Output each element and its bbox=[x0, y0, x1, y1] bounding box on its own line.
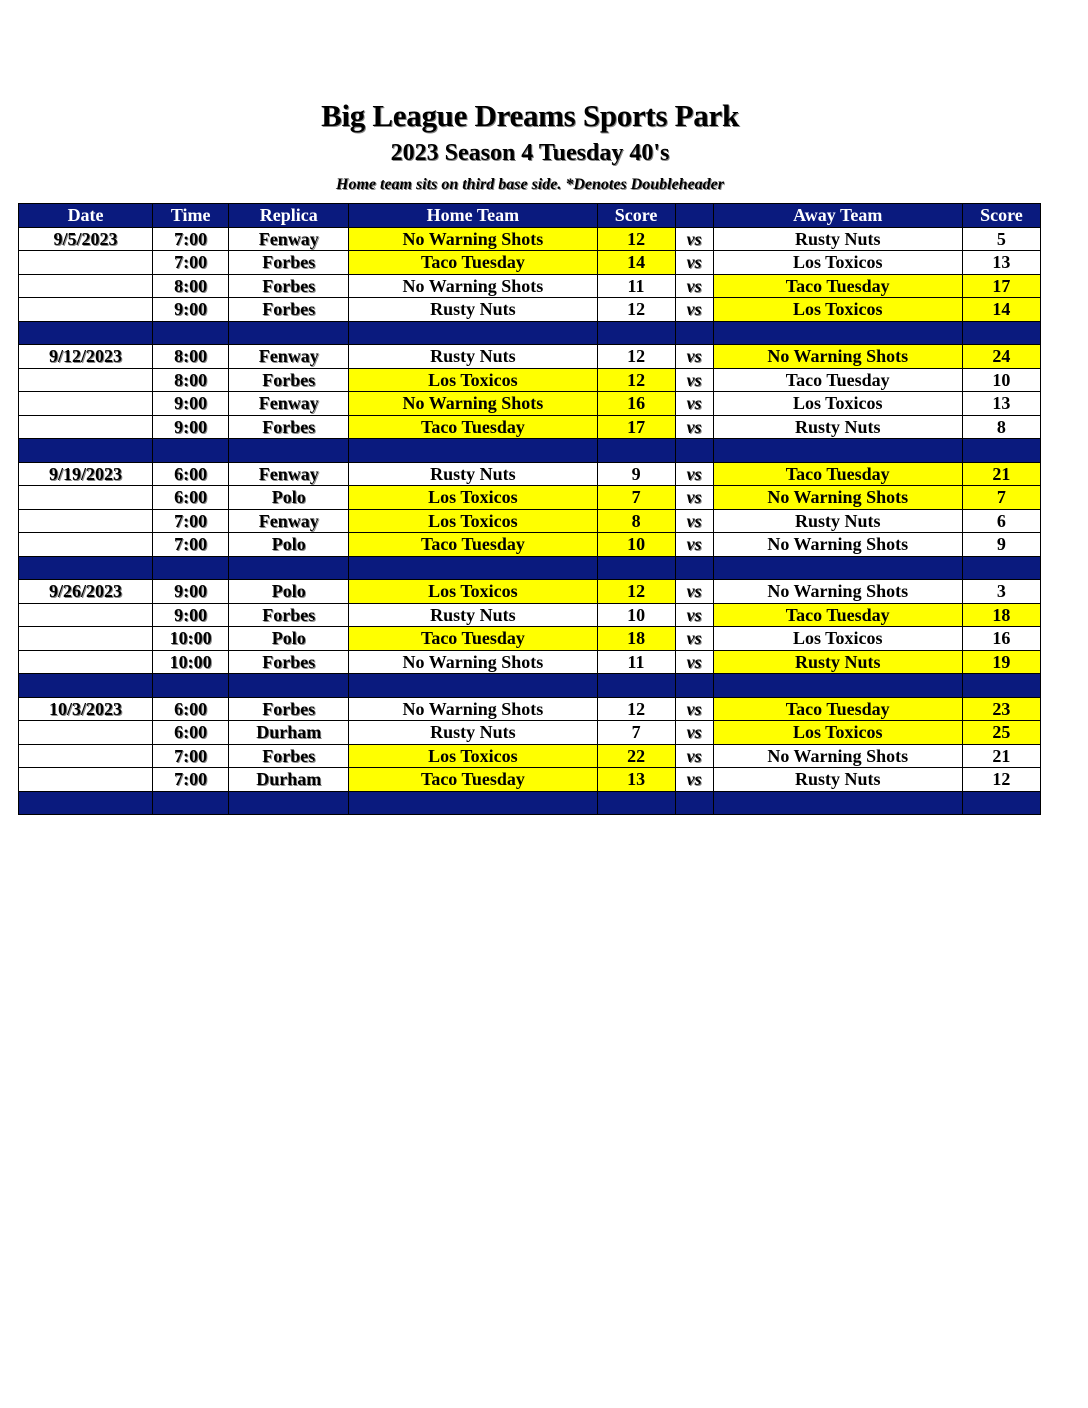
away-score: 6 bbox=[962, 509, 1040, 533]
separator-cell bbox=[962, 439, 1040, 463]
home-score: 7 bbox=[597, 721, 675, 745]
vs-label: vs bbox=[675, 298, 713, 322]
separator-cell bbox=[597, 674, 675, 698]
game-date-empty bbox=[19, 721, 153, 745]
week-separator-row bbox=[19, 791, 1041, 815]
game-row bbox=[19, 650, 1041, 674]
away-score: 17 bbox=[962, 274, 1040, 298]
game-time: 9:00 bbox=[153, 298, 229, 322]
home-score: 10 bbox=[597, 533, 675, 557]
game-row bbox=[19, 580, 1041, 604]
away-score: 14 bbox=[962, 298, 1040, 322]
game-row bbox=[19, 509, 1041, 533]
game-time: 6:00 bbox=[153, 486, 229, 510]
away-team: Taco Tuesday bbox=[713, 603, 962, 627]
game-replica: Forbes bbox=[229, 650, 349, 674]
separator-cell bbox=[19, 556, 153, 580]
game-date-empty bbox=[19, 603, 153, 627]
home-team: Los Toxicos bbox=[349, 486, 597, 510]
vs-label: vs bbox=[675, 486, 713, 510]
home-team: Rusty Nuts bbox=[349, 345, 597, 369]
away-team: No Warning Shots bbox=[713, 345, 962, 369]
game-row bbox=[19, 415, 1041, 439]
separator-cell bbox=[713, 556, 962, 580]
separator-cell bbox=[349, 674, 597, 698]
schedule-body bbox=[19, 227, 1041, 815]
game-replica: Durham bbox=[229, 721, 349, 745]
game-date: 9/26/2023 bbox=[19, 580, 153, 604]
away-score: 10 bbox=[962, 368, 1040, 392]
column-header-away-score: Score bbox=[962, 204, 1040, 228]
separator-cell bbox=[675, 791, 713, 815]
away-team: Los Toxicos bbox=[713, 627, 962, 651]
game-replica: Forbes bbox=[229, 251, 349, 275]
game-time: 6:00 bbox=[153, 462, 229, 486]
separator-cell bbox=[962, 674, 1040, 698]
separator-cell bbox=[229, 556, 349, 580]
game-time: 9:00 bbox=[153, 603, 229, 627]
game-replica: Forbes bbox=[229, 368, 349, 392]
game-time: 10:00 bbox=[153, 627, 229, 651]
home-score: 9 bbox=[597, 462, 675, 486]
game-row bbox=[19, 721, 1041, 745]
home-score: 11 bbox=[597, 650, 675, 674]
game-date: 9/12/2023 bbox=[19, 345, 153, 369]
game-replica: Forbes bbox=[229, 415, 349, 439]
home-team: Rusty Nuts bbox=[349, 603, 597, 627]
away-team: Rusty Nuts bbox=[713, 768, 962, 792]
schedule-table bbox=[18, 203, 1041, 815]
game-time: 7:00 bbox=[153, 768, 229, 792]
separator-cell bbox=[349, 791, 597, 815]
away-score: 12 bbox=[962, 768, 1040, 792]
game-date-empty bbox=[19, 415, 153, 439]
vs-label: vs bbox=[675, 744, 713, 768]
game-date: 10/3/2023 bbox=[19, 697, 153, 721]
game-replica: Polo bbox=[229, 580, 349, 604]
away-score: 13 bbox=[962, 251, 1040, 275]
home-score: 18 bbox=[597, 627, 675, 651]
page-subtitle: 2023 Season 4 Tuesday 40's bbox=[390, 140, 670, 166]
away-score: 3 bbox=[962, 580, 1040, 604]
separator-cell bbox=[349, 439, 597, 463]
game-date-empty bbox=[19, 533, 153, 557]
home-score: 8 bbox=[597, 509, 675, 533]
home-team: Rusty Nuts bbox=[349, 721, 597, 745]
vs-label: vs bbox=[675, 345, 713, 369]
separator-cell bbox=[597, 321, 675, 345]
away-score: 9 bbox=[962, 533, 1040, 557]
home-score: 13 bbox=[597, 768, 675, 792]
separator-cell bbox=[713, 674, 962, 698]
away-team: No Warning Shots bbox=[713, 486, 962, 510]
vs-label: vs bbox=[675, 603, 713, 627]
game-row bbox=[19, 227, 1041, 251]
home-team: No Warning Shots bbox=[349, 227, 597, 251]
game-row bbox=[19, 697, 1041, 721]
game-row bbox=[19, 462, 1041, 486]
away-team: Los Toxicos bbox=[713, 392, 962, 416]
away-score: 16 bbox=[962, 627, 1040, 651]
home-score: 11 bbox=[597, 274, 675, 298]
game-row bbox=[19, 768, 1041, 792]
game-date-empty bbox=[19, 274, 153, 298]
away-team: Los Toxicos bbox=[713, 251, 962, 275]
game-time: 6:00 bbox=[153, 697, 229, 721]
away-team: No Warning Shots bbox=[713, 744, 962, 768]
away-score: 23 bbox=[962, 697, 1040, 721]
home-team: No Warning Shots bbox=[349, 697, 597, 721]
vs-label: vs bbox=[675, 721, 713, 745]
away-team: Los Toxicos bbox=[713, 298, 962, 322]
game-replica: Forbes bbox=[229, 298, 349, 322]
week-separator-row bbox=[19, 439, 1041, 463]
separator-cell bbox=[713, 439, 962, 463]
away-team: Taco Tuesday bbox=[713, 274, 962, 298]
column-header-home-score: Score bbox=[597, 204, 675, 228]
game-time: 7:00 bbox=[153, 251, 229, 275]
away-team: Rusty Nuts bbox=[713, 509, 962, 533]
separator-cell bbox=[229, 439, 349, 463]
separator-cell bbox=[675, 556, 713, 580]
week-separator-row bbox=[19, 321, 1041, 345]
game-date-empty bbox=[19, 251, 153, 275]
vs-label: vs bbox=[675, 580, 713, 604]
game-time: 7:00 bbox=[153, 533, 229, 557]
game-row bbox=[19, 345, 1041, 369]
away-team: Taco Tuesday bbox=[713, 462, 962, 486]
separator-cell bbox=[153, 674, 229, 698]
game-row bbox=[19, 603, 1041, 627]
game-time: 8:00 bbox=[153, 345, 229, 369]
game-replica: Polo bbox=[229, 627, 349, 651]
home-team: No Warning Shots bbox=[349, 392, 597, 416]
game-date-empty bbox=[19, 392, 153, 416]
vs-label: vs bbox=[675, 274, 713, 298]
home-team: Taco Tuesday bbox=[349, 251, 597, 275]
home-team: Los Toxicos bbox=[349, 509, 597, 533]
away-score: 18 bbox=[962, 603, 1040, 627]
game-date: 9/5/2023 bbox=[19, 227, 153, 251]
away-score: 21 bbox=[962, 462, 1040, 486]
game-time: 9:00 bbox=[153, 580, 229, 604]
separator-cell bbox=[153, 556, 229, 580]
vs-label: vs bbox=[675, 368, 713, 392]
game-time: 7:00 bbox=[153, 744, 229, 768]
column-header-time: Time bbox=[153, 204, 229, 228]
vs-label: vs bbox=[675, 251, 713, 275]
home-score: 14 bbox=[597, 251, 675, 275]
away-team: Rusty Nuts bbox=[713, 415, 962, 439]
game-time: 8:00 bbox=[153, 368, 229, 392]
home-team: Taco Tuesday bbox=[349, 627, 597, 651]
vs-label: vs bbox=[675, 509, 713, 533]
game-row bbox=[19, 368, 1041, 392]
separator-cell bbox=[597, 439, 675, 463]
game-time: 7:00 bbox=[153, 227, 229, 251]
home-team: Rusty Nuts bbox=[349, 298, 597, 322]
away-score: 8 bbox=[962, 415, 1040, 439]
game-date-empty bbox=[19, 368, 153, 392]
column-header-away-team: Away Team bbox=[713, 204, 962, 228]
game-replica: Durham bbox=[229, 768, 349, 792]
vs-label: vs bbox=[675, 227, 713, 251]
vs-label: vs bbox=[675, 392, 713, 416]
game-replica: Forbes bbox=[229, 274, 349, 298]
game-row bbox=[19, 486, 1041, 510]
game-row bbox=[19, 627, 1041, 651]
game-date: 9/19/2023 bbox=[19, 462, 153, 486]
away-team: Taco Tuesday bbox=[713, 368, 962, 392]
away-score: 21 bbox=[962, 744, 1040, 768]
game-replica: Fenway bbox=[229, 509, 349, 533]
away-score: 19 bbox=[962, 650, 1040, 674]
home-score: 22 bbox=[597, 744, 675, 768]
game-date-empty bbox=[19, 486, 153, 510]
home-team: Rusty Nuts bbox=[349, 462, 597, 486]
game-row bbox=[19, 744, 1041, 768]
game-row bbox=[19, 251, 1041, 275]
home-score: 12 bbox=[597, 368, 675, 392]
separator-cell bbox=[153, 439, 229, 463]
separator-cell bbox=[19, 791, 153, 815]
separator-cell bbox=[962, 321, 1040, 345]
vs-label: vs bbox=[675, 768, 713, 792]
home-team: Taco Tuesday bbox=[349, 415, 597, 439]
separator-cell bbox=[229, 321, 349, 345]
doubleheader-note: Home team sits on third base side. *Denotes Doubleheader bbox=[336, 176, 724, 193]
vs-label: vs bbox=[675, 697, 713, 721]
game-replica: Polo bbox=[229, 486, 349, 510]
game-time: 8:00 bbox=[153, 274, 229, 298]
vs-label: vs bbox=[675, 650, 713, 674]
home-team: No Warning Shots bbox=[349, 274, 597, 298]
game-row bbox=[19, 298, 1041, 322]
column-header-date: Date bbox=[19, 204, 153, 228]
week-separator-row bbox=[19, 674, 1041, 698]
away-team: Taco Tuesday bbox=[713, 697, 962, 721]
away-score: 7 bbox=[962, 486, 1040, 510]
away-score: 13 bbox=[962, 392, 1040, 416]
separator-cell bbox=[962, 791, 1040, 815]
home-team: Los Toxicos bbox=[349, 368, 597, 392]
game-time: 9:00 bbox=[153, 392, 229, 416]
week-separator-row bbox=[19, 556, 1041, 580]
home-score: 12 bbox=[597, 298, 675, 322]
column-header-replica: Replica bbox=[229, 204, 349, 228]
game-date-empty bbox=[19, 509, 153, 533]
game-replica: Forbes bbox=[229, 697, 349, 721]
home-team: No Warning Shots bbox=[349, 650, 597, 674]
game-date-empty bbox=[19, 627, 153, 651]
home-team: Los Toxicos bbox=[349, 580, 597, 604]
separator-cell bbox=[153, 791, 229, 815]
separator-cell bbox=[19, 674, 153, 698]
game-replica: Fenway bbox=[229, 227, 349, 251]
home-score: 7 bbox=[597, 486, 675, 510]
away-team: Rusty Nuts bbox=[713, 227, 962, 251]
game-date-empty bbox=[19, 650, 153, 674]
separator-cell bbox=[153, 321, 229, 345]
home-score: 10 bbox=[597, 603, 675, 627]
away-score: 24 bbox=[962, 345, 1040, 369]
game-row bbox=[19, 392, 1041, 416]
home-team: Los Toxicos bbox=[349, 744, 597, 768]
game-date-empty bbox=[19, 768, 153, 792]
game-time: 6:00 bbox=[153, 721, 229, 745]
separator-cell bbox=[713, 321, 962, 345]
home-score: 12 bbox=[597, 227, 675, 251]
column-header-home-team: Home Team bbox=[349, 204, 597, 228]
game-date-empty bbox=[19, 298, 153, 322]
game-time: 9:00 bbox=[153, 415, 229, 439]
separator-cell bbox=[597, 556, 675, 580]
away-score: 25 bbox=[962, 721, 1040, 745]
game-replica: Polo bbox=[229, 533, 349, 557]
game-replica: Fenway bbox=[229, 392, 349, 416]
game-replica: Fenway bbox=[229, 462, 349, 486]
home-score: 12 bbox=[597, 697, 675, 721]
page-title: Big League Dreams Sports Park bbox=[321, 98, 739, 133]
separator-cell bbox=[349, 556, 597, 580]
separator-cell bbox=[229, 674, 349, 698]
game-time: 10:00 bbox=[153, 650, 229, 674]
away-team: No Warning Shots bbox=[713, 533, 962, 557]
separator-cell bbox=[675, 439, 713, 463]
game-time: 7:00 bbox=[153, 509, 229, 533]
home-team: Taco Tuesday bbox=[349, 533, 597, 557]
away-team: Los Toxicos bbox=[713, 721, 962, 745]
vs-label: vs bbox=[675, 462, 713, 486]
separator-cell bbox=[229, 791, 349, 815]
home-score: 12 bbox=[597, 580, 675, 604]
separator-cell bbox=[597, 791, 675, 815]
away-score: 5 bbox=[962, 227, 1040, 251]
separator-cell bbox=[962, 556, 1040, 580]
separator-cell bbox=[349, 321, 597, 345]
separator-cell bbox=[19, 321, 153, 345]
game-row bbox=[19, 533, 1041, 557]
home-score: 16 bbox=[597, 392, 675, 416]
header-row bbox=[19, 204, 1041, 228]
game-date-empty bbox=[19, 744, 153, 768]
home-score: 17 bbox=[597, 415, 675, 439]
separator-cell bbox=[675, 674, 713, 698]
separator-cell bbox=[713, 791, 962, 815]
vs-label: vs bbox=[675, 415, 713, 439]
away-team: Rusty Nuts bbox=[713, 650, 962, 674]
column-header-vs bbox=[675, 204, 713, 228]
vs-label: vs bbox=[675, 533, 713, 557]
game-replica: Forbes bbox=[229, 603, 349, 627]
home-team: Taco Tuesday bbox=[349, 768, 597, 792]
home-score: 12 bbox=[597, 345, 675, 369]
separator-cell bbox=[675, 321, 713, 345]
vs-label: vs bbox=[675, 627, 713, 651]
game-row bbox=[19, 274, 1041, 298]
game-replica: Fenway bbox=[229, 345, 349, 369]
away-team: No Warning Shots bbox=[713, 580, 962, 604]
game-replica: Forbes bbox=[229, 744, 349, 768]
separator-cell bbox=[19, 439, 153, 463]
